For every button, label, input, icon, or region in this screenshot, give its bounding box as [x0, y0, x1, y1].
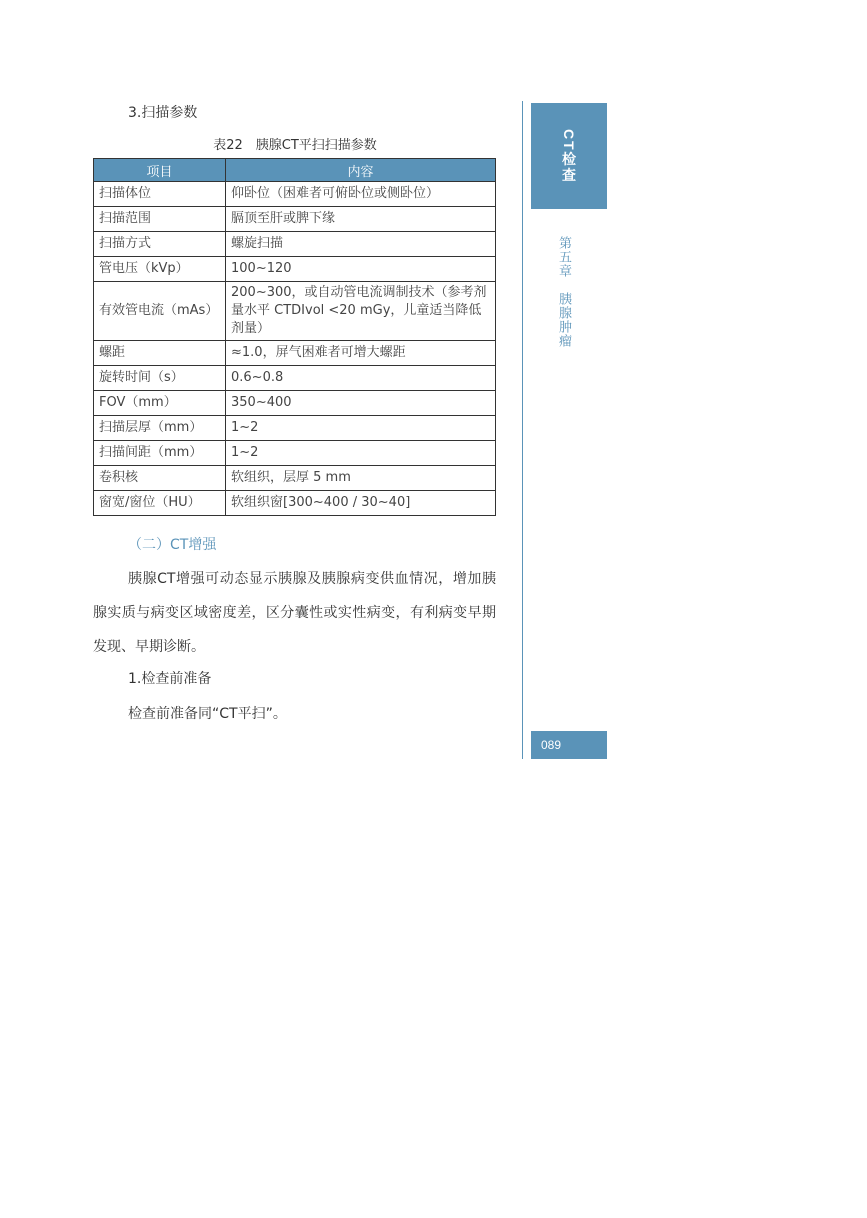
section-title: 3.扫描参数 [128, 105, 198, 121]
row-label: 扫描层厚（mm） [94, 416, 226, 441]
row-value: 仰卧位（困难者可俯卧位或侧卧位） [226, 182, 496, 207]
row-label: 窗宽/窗位（HU） [94, 491, 226, 516]
step-text: 检查前准备同“CT平扫”。 [128, 706, 287, 722]
side-tab [531, 103, 607, 209]
chapter-label: 第五章 [556, 236, 571, 278]
table-row [94, 491, 496, 516]
row-value: 1~2 [226, 441, 496, 466]
row-label: 扫描间距（mm） [94, 441, 226, 466]
row-value: 软组织窗[300~400 / 30~40] [226, 491, 496, 516]
row-value: 200~300，或自动管电流调制技术（参考剂量水平 CTDIvol <20 mGy，儿童适当降低剂量） [226, 282, 496, 341]
row-value: 100~120 [226, 257, 496, 282]
row-value: ≈1.0，屏气困难者可增大螺距 [226, 341, 496, 366]
table-row [94, 207, 496, 232]
table-caption: 表22 胰腺CT平扫扫描参数 [213, 138, 377, 153]
chapter-title: 胰腺肿瘤 [556, 292, 571, 348]
page-number-text: 089 [541, 738, 562, 752]
table-row [94, 416, 496, 441]
row-label: 扫描范围 [94, 207, 226, 232]
row-value: 0.6~0.8 [226, 366, 496, 391]
table-header-row [94, 159, 496, 182]
table-row [94, 257, 496, 282]
table-row [94, 282, 496, 341]
row-label: 卷积核 [94, 466, 226, 491]
step-title: 1.检查前准备 [128, 671, 212, 687]
table-row [94, 182, 496, 207]
row-value: 350~400 [226, 391, 496, 416]
page-number [531, 731, 607, 759]
row-value: 螺旋扫描 [226, 232, 496, 257]
row-label: 旋转时间（s） [94, 366, 226, 391]
row-value: 软组织，层厚 5 mm [226, 466, 496, 491]
parameters-table [93, 158, 496, 516]
table-row [94, 391, 496, 416]
row-label: 扫描方式 [94, 232, 226, 257]
chapter-marker [555, 236, 571, 348]
table-row [94, 441, 496, 466]
row-value: 膈顶至肝或脾下缘 [226, 207, 496, 232]
side-tab-label: CT检查 [561, 128, 577, 184]
column-header-item: 项目 [94, 159, 226, 182]
row-label: 管电压（kVp） [94, 257, 226, 282]
margin-divider [522, 101, 523, 759]
row-value: 1~2 [226, 416, 496, 441]
row-label: 扫描体位 [94, 182, 226, 207]
table-row [94, 366, 496, 391]
table-row [94, 466, 496, 491]
table-row [94, 232, 496, 257]
subheading: （二）CT增强 [128, 537, 217, 553]
row-label: 有效管电流（mAs） [94, 282, 226, 341]
row-label: 螺距 [94, 341, 226, 366]
column-header-content: 内容 [226, 159, 496, 182]
table-row [94, 341, 496, 366]
row-label: FOV（mm） [94, 391, 226, 416]
body-paragraph: 胰腺CT增强可动态显示胰腺及胰腺病变供血情况，增加胰腺实质与病变区域密度差，区分囊性或实性病变，有利病变早期发现、早期诊断。 [93, 571, 496, 655]
